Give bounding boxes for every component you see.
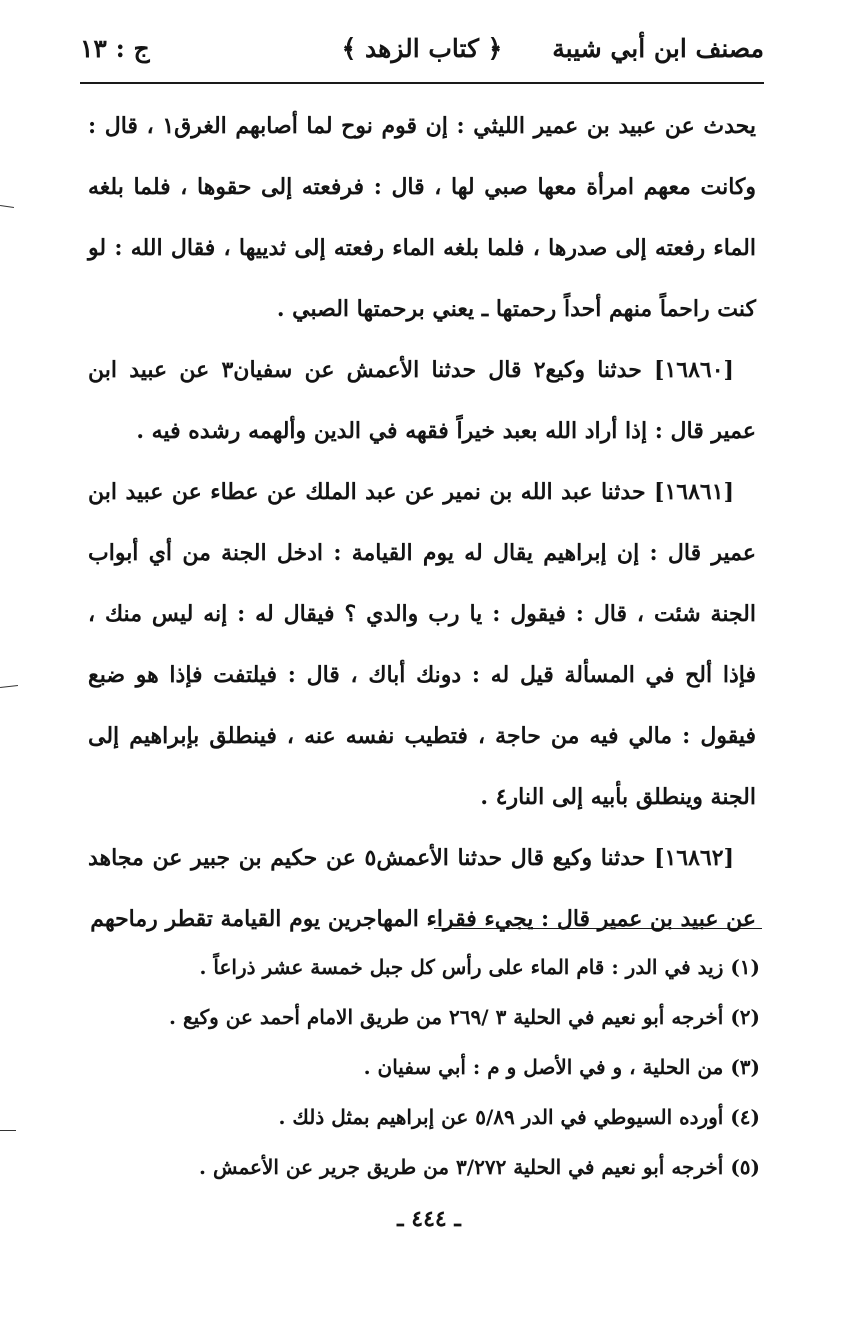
book-title: مصنف ابن أبي شيبة [552,34,764,63]
text-line: الجنة شئت ، قال : فيقول : يا رب والدي ؟ فيقال له : إنه ليس منك ، فإذا [88,601,756,688]
text-line: ابن عمير قال : إذا أراد الله بعبد خيراً فقهه في الدين وألهمه رشده فيه . [88,357,756,444]
section-title: ﴿ كتاب الزهد ﴾ [341,34,503,63]
hadith-number: [١٦٨٦٢] [654,845,734,871]
text-line: وكانت معهم امرأة معها صبي لها ، قال : فرفعته إلى حقوها ، فلما بلغه الماء رفعته [88,174,756,261]
footnote-5: (٥) أخرجه أبو نعيم في الحلية ٣/٢٧٢ من طريق جرير عن الأعمش . [199,1155,760,1179]
text-line: أحداً رحمتها ـ يعني برحمتها الصبي . [276,296,602,322]
hadith-16862 [88,828,756,950]
main-text [88,96,756,950]
text-line: حدثنا وكيع قال حدثنا الأعمش٥ عن حكيم بن جبير عن [152,845,646,871]
hadith-16861 [88,462,756,828]
scan-margin-mark [0,685,18,688]
text-line: يحدث عن عبيد بن عمير الليثي : إن قوم نوح لما أصابهم الغرق١ ، قال : [88,113,756,139]
footnote-1: (١) زيد في الدر : قام الماء على رأس كل جبل خمسة عشر ذراعاً . [199,955,760,979]
text-line: حدثنا عبد الله بن نمير عن عبد الملك عن عطاء عن عبيد [125,479,646,505]
text-line: بأبيه إلى النار٤ . [480,784,629,810]
page-number: ـ ٤٤٤ ـ [397,1206,461,1232]
hadith-number: [١٦٨٦٠] [654,357,734,383]
footnote-4: (٤) أورده السيوطي في الدر ٥/٨٩ عن إبراهيم بمثل ذلك . [278,1105,760,1129]
text-line: مالي فيه من حاجة ، فتطيب نفسه عنه ، فينطلق بإبراهيم إلى الجنة وينطلق [88,723,756,810]
footnote-2: (٢) أخرجه أبو نعيم في الحلية ٣ /٢٦٩ من طريق الامام أحمد عن وكيع . [169,1005,760,1029]
scan-margin-mark [0,1130,16,1131]
header-rule [80,82,764,84]
text-line: ابن عمير قال : إن إبراهيم يقال له يوم القيامة : ادخل الجنة من أي أبواب [88,479,756,566]
volume-label: ج : ١٣ [80,34,150,63]
footnote-rule [434,928,762,929]
paragraph-continuation [88,96,756,340]
running-header [80,28,764,76]
text-line: حدثنا وكيع٢ قال حدثنا الأعمش عن سفيان٣ عن عبيد [129,357,642,383]
hadith-16860 [88,340,756,462]
hadith-number: [١٦٨٦١] [654,479,734,505]
footnote-3: (٣) من الحلية ، و في الأصل و م : أبي سفيان . [363,1055,760,1079]
text-line: مجاهد عن عبيد بن عمير قال : يجيء فقراء المهاجرين يوم القيامة تقطر رماحهم [88,845,756,932]
text-line: ألح في المسألة قيل له : دونك أباك ، قال : فيلتفت فإذا هو ضبع فيقول : [88,662,756,749]
text-line: إلى صدرها ، فلما بلغه الماء رفعته إلى ثدييها ، فقال الله : لو كنت راحماً منهم [88,235,756,322]
scan-margin-mark [0,205,14,208]
footnotes [100,942,760,1192]
